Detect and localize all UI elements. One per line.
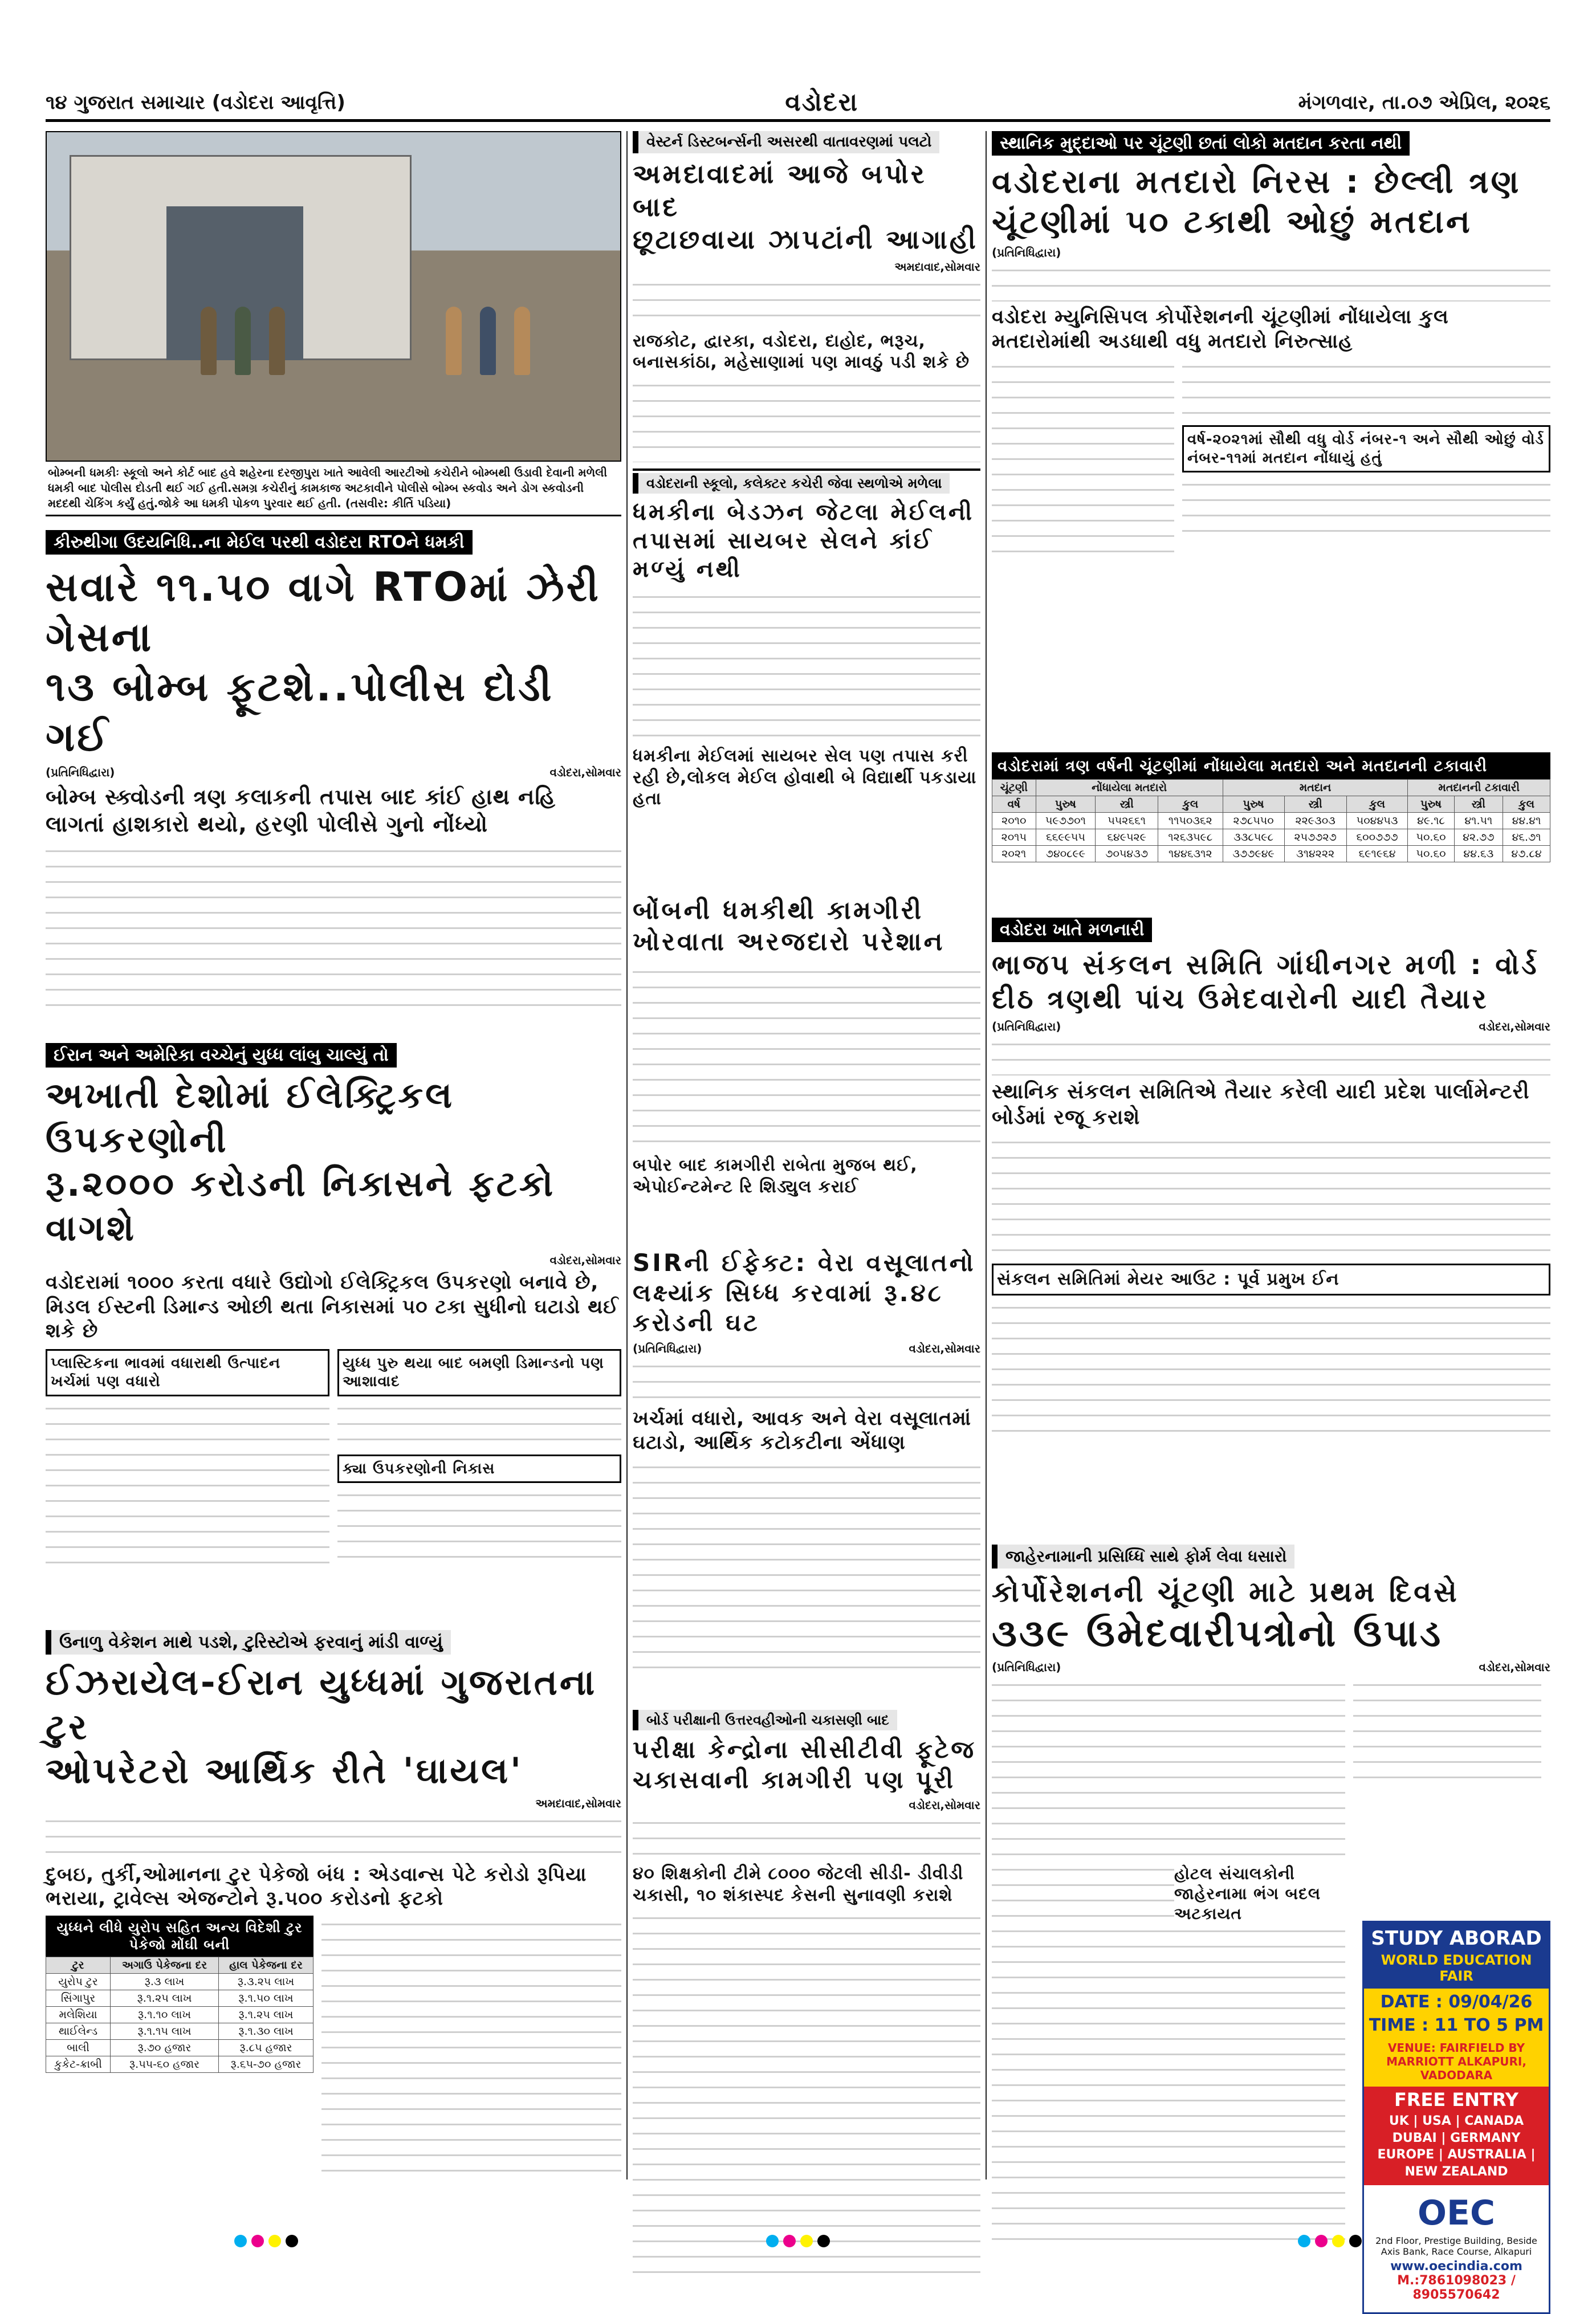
column-header: અગાઉ પેકેજના દર <box>111 1957 219 1973</box>
table-cell: ૭૦૫૪૩૭ <box>1096 846 1158 862</box>
table-row <box>46 1973 314 1990</box>
table-cell: રૂ.૧.૩૦ લાખ <box>218 2023 313 2039</box>
table-row <box>992 829 1550 846</box>
column-header: વર્ષ <box>992 796 1036 813</box>
cctv-footage-story <box>633 1710 980 2314</box>
headline-line-2: રૂ.૨૦૦૦ કરોડની નિકાસને ફટકો વાગશે <box>46 1163 556 1249</box>
dateline: વડોદરા,સોમવાર <box>1479 1020 1550 1033</box>
table-cell: ૨૫૭૭૨૭ <box>1284 829 1346 846</box>
turnout-table <box>992 779 1550 862</box>
kicker: વડોદરા ખાતે મળનારી <box>992 918 1152 942</box>
headline-line-2: ચૂંટણીમાં ૫૦ ટકાથી ઓછું મતદાન <box>992 203 1472 241</box>
sidebar-box-title: ક્યા ઉપકરણોની નિકાસ <box>337 1455 621 1484</box>
headline-line-2: દીઠ ત્રણથી પાંચ ઉમેદવારોની યાદી તૈયાર <box>992 983 1489 1015</box>
table-cell: રૂ.૧.૧૦ લાખ <box>111 2006 219 2023</box>
column-header: કુલ <box>1346 796 1408 813</box>
voter-turnout-story <box>992 131 1550 741</box>
ad-free-entry: FREE ENTRY <box>1364 2087 1549 2113</box>
kicker: જાહેરનામાની પ્રસિધ્ધિ સાથે ફોર્મ લેવા ધસારો <box>992 1545 1294 1569</box>
table-cell: રૂ.૩.૨૫ લાખ <box>218 1973 313 1990</box>
table-cell: ૨૨૯૩૦૩ <box>1284 813 1346 829</box>
table-cell: ૬૪૯૫૨૯ <box>1096 829 1158 846</box>
headline: અમદાવાદમાં આજે બપોર બાદ <box>633 158 927 222</box>
middle-column <box>633 131 980 2179</box>
ad-title: STUDY ABORAD <box>1364 1922 1549 1952</box>
table-row <box>46 2023 314 2039</box>
table-cell: ૩૧૪૨૨૨ <box>1284 846 1346 862</box>
group-header: ચૂંટણી <box>992 780 1036 796</box>
ad-time: TIME : 11 TO 5 PM <box>1364 2015 1549 2039</box>
sidebar-box-title: વર્ષ-૨૦૨૧માં સૌથી વધુ વોર્ડ નંબર-૧ અને સૌથી ઓછું વોર્ડ નંબર-૧૧માં મતદાન નોંધાયું હતું <box>1182 425 1550 472</box>
headline-line-2: ૩૩૯ ઉમેદવારીપત્રોનો ઉપાડ <box>992 1611 1443 1655</box>
table-cell: મલેશિયા <box>46 2006 111 2023</box>
table-cell: ૬૦૦૭૭૭ <box>1346 829 1408 846</box>
headline: ધમકીના બેડઝન જેટલા મેઈલની તપાસમાં સાયબર સેલને કાંઈ મળ્યું નથી <box>633 499 975 582</box>
table-row <box>992 813 1550 829</box>
column-header: પુરુષ <box>1223 796 1284 813</box>
table-cell: યુરોપ ટુર <box>46 1973 111 1990</box>
subheadline: બોમ્બ સ્ક્વોડની ત્રણ કલાકની તપાસ બાદ કાંઈ હાથ નહિ લાગતાં હાશકારો થયો, હરણી પોલીસે ગુનો નોંધ્યો <box>46 784 556 837</box>
rto-office-photo <box>46 131 621 462</box>
sidebar-box-title: પ્લાસ્ટિકના ભાવમાં વધારાથી ઉત્પાદન ખર્ચમાં પણ વધારો <box>46 1349 329 1396</box>
table-cell: રૂ.૧.૫૦ લાખ <box>218 1990 313 2006</box>
kicker: કીરુથીગા ઉદયનિધિ..ના મેઈલ પરથી વડોદરા RTOને ધમકી <box>46 530 473 555</box>
dateline: વડોદરા,સોમવાર <box>549 765 621 779</box>
kicker: બોર્ડ પરીક્ષાની ઉત્તરવહીઓની ચકાસણી બાદ <box>633 1710 897 1730</box>
headline: સવારે ૧૧.૫૦ વાગે RTOમાં ઝેરી ગેસના <box>46 564 601 661</box>
kicker: વેસ્ટર્ન ડિસ્ટબર્ન્સની અસરથી વાતાવરણમાં પલટો <box>633 131 939 153</box>
nomination-forms-story <box>992 1545 1550 2314</box>
right-column <box>992 131 1550 2302</box>
table-cell: ૨૦૧૦ <box>992 813 1036 829</box>
kicker: ઈરાન અને અમેરિકા વચ્ચેનું યુધ્ધ લાંબુ ચાલ્યું તો <box>46 1043 397 1068</box>
subheadline: દુબઇ, તુર્કી,ઓમાનના ટુર પેકેજો બંધ : એડવાન્સ પેટે કરોડો રૂપિયા ભરાયા, ટ્રાવેલ્સ એજન્ટોને રૂ.૫૦૦ કરોડનો ફટકો <box>46 1863 587 1910</box>
kicker: વડોદરાની સ્કૂલો, કલેક્ટર કચેરી જેવા સ્થળોએ મળેલા <box>633 473 950 494</box>
table-cell: ૧૪૪૬૩૧૨ <box>1158 846 1223 862</box>
column-header: પુરુષ <box>1408 796 1454 813</box>
table-cell: રૂ.૬૫-૭૦ હજાર <box>218 2056 313 2072</box>
headline: બોંબની ધમકીથી કામગીરી ખોરવાતા અરજદારો પરેશાન <box>633 896 945 956</box>
ad-address: 2nd Floor, Prestige Building, Beside Axis Bank, Race Course, Alkapuri <box>1375 2235 1537 2257</box>
subheadline: વડોદરા મ્યુનિસિપલ કોર્પોરેશનની ચૂંટણીમાં નોંધાયેલા કુલ મતદારોમાંથી અડધાથી વધુ મતદારો નિરુત્સાહ <box>992 305 1449 353</box>
table-cell: ૫૯૭૭૦૧ <box>1036 813 1096 829</box>
group-header: નોંધાયેલા મતદારો <box>1036 780 1223 796</box>
ad-subtitle: WORLD EDUCATION FAIR <box>1364 1952 1549 1989</box>
page-header <box>46 85 1550 122</box>
subheadline: હોટલ સંચાલકોની જાહેરનામા ભંગ બદલ અટકાયત <box>1174 1864 1345 1924</box>
dateline: વડોદરા,સોમવાર <box>549 1253 621 1267</box>
table-cell: ૫૦.૬૦ <box>1408 846 1454 862</box>
table-cell: ૭૪૦૮૯૯ <box>1036 846 1096 862</box>
registration-marks <box>0 2231 1596 2254</box>
tour-table-title: યુધ્ધને લીધે યુરોપ સહિત અન્ય વિદેશી ટુર પેકેજો મોંઘી બની <box>46 1916 314 1957</box>
table-cell: ૪૬.૭૧ <box>1503 829 1550 846</box>
kicker: ઉનાળુ વેકેશન માથે પડશે, ટુરિસ્ટોએ ફરવાનું માંડી વાળ્યું <box>46 1630 451 1655</box>
table-cell: ૪૭.૮૪ <box>1503 846 1550 862</box>
column-header: કુલ <box>1503 796 1550 813</box>
table-cell: કુકેટ-ક્રાબી <box>46 2056 111 2072</box>
table-cell: ૩૩૮૫૯૮ <box>1223 829 1284 846</box>
table-cell: ૧૨૬૩૫૯૮ <box>1158 829 1223 846</box>
page-date: મંગળવાર, તા.૦૭ એપ્રિલ, ૨૦૨૬ <box>1298 91 1550 114</box>
kicker: સ્થાનિક મુદ્દાઓ પર ચૂંટણી છતાં લોકો મતદાન કરતા નથી <box>992 131 1410 156</box>
table-cell: ૬૬૯૯૫૫ <box>1036 829 1096 846</box>
table-cell: રૂ.૫૫-૬૦ હજાર <box>111 2056 219 2072</box>
subheadline: ૪૦ શિક્ષકોની ટીમે ૮૦૦૦ જેટલી સીડી- ડીવીડી ચકાસી, ૧૦ શંકાસ્પદ કેસની સુનાવણી કરાશે <box>633 1864 964 1905</box>
column-header: કુલ <box>1158 796 1223 813</box>
ad-phone: M.:7861098023 / 8905570642 <box>1397 2273 1516 2302</box>
page-number-edition: ૧૪ ગુજરાત સમાચાર (વડોદરા આવૃત્તિ) <box>46 91 345 114</box>
dateline: વડોદરા,સોમવાર <box>909 1798 980 1812</box>
sidebar-box-title: સંકલન સમિતિમાં મેયર આઉટ : પૂર્વ પ્રમુખ ઈન <box>992 1264 1550 1295</box>
ad-date: DATE : 09/04/26 <box>1364 1989 1549 2015</box>
table-cell: ૫૦૪૪૫૩ <box>1346 813 1408 829</box>
table-cell: બાલી <box>46 2039 111 2056</box>
column-header: સ્ત્રી <box>1454 796 1503 813</box>
table-cell: રૂ.૧.૨૫ લાખ <box>218 2006 313 2023</box>
headline: ભાજપ સંકલન સમિતિ ગાંધીનગર મળી : વોર્ડ <box>992 949 1539 981</box>
headline: SIRની ઈફેક્ટ: વેરા વસૂલાતનો લક્ષ્યાંક સિધ્ધ કરવામાં રૂ.૪૮ કરોડની ઘટ <box>633 1249 976 1337</box>
left-column <box>46 131 621 2179</box>
article-body-text <box>46 842 621 1013</box>
subheadline: રાજકોટ, દ્વારકા, વડોદરા, દાહોદ, ભરૂચ, બનાસકાંઠા, મહેસાણામાં પણ માવઠું પડી શકે છે <box>633 331 970 372</box>
headline: અખાતી દેશોમાં ઈલેક્ટ્રિકલ ઉપકરણોની <box>46 1074 455 1160</box>
subheadline: બપોર બાદ કામગીરી રાબેતા મુજબ થઈ, એપોઈન્ટમેન્ટ રિ શિડ્યુલ કરાઈ <box>633 1155 918 1197</box>
turnout-table-block <box>992 752 1550 906</box>
photo-caption: બોમ્બની ધમકીઃ સ્કૂલો અને કોર્ટ બાદ હવે શહેરના દરજીપુરા ખાતે આવેલી આરટીઓ કચેરીને બોમ્બથી ઉડાવી દેવાની મળેલી ધમકી બાદ પોલીસ દોડતી થઈ ગઈ હતી.સમગ્ર કચેરીનું કામકાજ અટકાવીને પોલીસે બોમ્બ સ્કવોડ અને ડોગ સ્કવોડની મદદથી ચેકિંગ કર્યું હતું.જોકે આ ધમકી પોકળ પુરવાર થઈ હતી. (તસવીર: કીર્તિ પડિયા) <box>46 462 621 516</box>
section-title: વડોદરા <box>785 88 859 117</box>
group-header: મતદાનની ટકાવારી <box>1408 780 1550 796</box>
table-cell: રૂ.૩ લાખ <box>111 1973 219 1990</box>
table-row <box>46 1990 314 2006</box>
table-cell: ૪૪.૪૧ <box>1503 813 1550 829</box>
table-cell: થાઈલેન્ડ <box>46 2023 111 2039</box>
byline: (પ્રતિનિધિદ્વારા) <box>633 1341 702 1355</box>
table-cell: ૨૦૨૧ <box>992 846 1036 862</box>
table-row <box>46 2006 314 2023</box>
headline: વડોદરાના મતદારો નિરસ : છેલ્લી ત્રણ <box>992 164 1521 201</box>
table-cell: ૪૨.૭૭ <box>1454 829 1503 846</box>
table-cell: ૫૦.૬૦ <box>1408 829 1454 846</box>
table-cell: રૂ.૭૦ હજાર <box>111 2039 219 2056</box>
dateline: અમદાવાદ,સોમવાર <box>535 1796 621 1810</box>
electrical-exports-story <box>46 1043 621 1619</box>
dateline: વડોદરા,સોમવાર <box>909 1341 980 1355</box>
table-row <box>46 2039 314 2056</box>
table-cell: રૂ.૧.૧૫ લાખ <box>111 2023 219 2039</box>
group-header: મતદાન <box>1223 780 1408 796</box>
subheadline: ધમકીના મેઈલમાં સાયબર સેલ પણ તપાસ કરી રહી છે,લોકલ મેઈલ હોવાથી બે વિદ્યાર્થી પકડાયા હતા <box>633 746 977 809</box>
byline: (પ્રતિનિધિદ્વારા) <box>992 1020 1061 1033</box>
dateline: અમદાવાદ,સોમવાર <box>894 259 980 274</box>
tour-prices-table <box>46 1957 314 2073</box>
ad-countries: UK | USA | CANADA DUBAI | GERMANY EUROPE | AUSTRALIA | NEW ZEALAND <box>1364 2113 1549 2185</box>
table-row <box>46 2056 314 2072</box>
headline: કોર્પોરેશનની ચૂંટણી માટે પ્રથમ દિવસે <box>992 1575 1459 1608</box>
oec-logo: OEC <box>1417 2193 1496 2233</box>
byline: (પ્રતિનિધિદ્વારા) <box>46 765 115 779</box>
table-cell: ૪૯.૧૮ <box>1408 813 1454 829</box>
bjp-committee-story <box>992 918 1550 1533</box>
headline-line-2: ૧૩ બોમ્બ ફૂટશે..પોલીસ દોડી ગઈ <box>46 663 554 760</box>
ad-website[interactable]: www.oecindia.com <box>1390 2259 1522 2274</box>
applicants-story <box>633 895 980 1237</box>
subheadline: ખર્ચમાં વધારો, આવક અને વેરા વસૂલાતમાં ઘટાડો, આર્થિક કટોકટીના એંધાણ <box>633 1407 971 1454</box>
byline: (પ્રતિનિધિદ્વારા) <box>992 246 1061 259</box>
table-cell: ૧૧૫૦૩૬૨ <box>1158 813 1223 829</box>
table-cell: ૫૫૨૬૬૧ <box>1096 813 1158 829</box>
column-header: પુરુષ <box>1036 796 1096 813</box>
sidebar-box-title: યુધ્ધ પુરુ થયા બાદ બમણી ડિમાન્ડનો પણ આશાવાદ <box>337 1349 621 1396</box>
subheadline: સ્થાનિક સંકલન સમિતિએ તૈયાર કરેલી યાદી પ્રદેશ પાર્લામેન્ટરી બોર્ડમાં રજૂ કરાશે <box>992 1080 1530 1129</box>
tour-operators-story <box>46 1630 621 2314</box>
dateline: વડોદરા,સોમવાર <box>1479 1660 1550 1674</box>
headline-line-2: છૂટાછવાયા ઝાપટાંની આગાહી <box>633 224 978 255</box>
ad-venue-label: VENUE: <box>1387 2041 1436 2055</box>
table-cell: રૂ.૮૫ હજાર <box>218 2039 313 2056</box>
email-threats-story <box>633 473 980 883</box>
subheadline: વડોદરામાં ૧૦૦૦ કરતા વધારે ઉદ્યોગો ઈલેક્ટ્રિકલ ઉપકરણો બનાવે છે, મિડલ ઈસ્ટની ડિમાન્ડ ઓછી થતા નિકાસમાં ૫૦ ટકા સુધીનો ઘટાડો થઈ શકે છે <box>46 1271 619 1342</box>
table-cell: ૨૦૧૫ <box>992 829 1036 846</box>
column-header: સ્ત્રી <box>1096 796 1158 813</box>
table-cell: ૨૭૮૫૫૦ <box>1223 813 1284 829</box>
table-cell: ૪૪.૬૩ <box>1454 846 1503 862</box>
table-cell: ૪૧.૫૧ <box>1454 813 1503 829</box>
table-cell: ૩૭૭૯૪૯ <box>1223 846 1284 862</box>
headline-line-2: ઓપરેટરો આર્થિક રીતે 'ઘાયલ' <box>46 1750 523 1791</box>
table-cell: રૂ.૧.૨૫ લાખ <box>111 1990 219 2006</box>
rto-threat-story <box>46 530 621 1032</box>
column-header: ટુર <box>46 1957 111 1973</box>
headline: ઈઝરાયેલ-ઈરાન યુધ્ધમાં ગુજરાતના ટુર <box>46 1661 597 1747</box>
turnout-table-title: વડોદરામાં ત્રણ વર્ષની ચૂંટણીમાં નોંધાયેલા મતદારો અને મતદાનની ટકાવારી <box>992 752 1550 779</box>
column-header: હાલ પેકેજના દર <box>218 1957 313 1973</box>
column-header: સ્ત્રી <box>1284 796 1346 813</box>
weather-story <box>633 131 980 462</box>
tax-collection-story <box>633 1248 980 1698</box>
table-cell: ૬૯૧૯૬૪ <box>1346 846 1408 862</box>
ad-venue: FAIRFIELD BY MARRIOTT ALKAPURI, VADODARA <box>1386 2041 1526 2082</box>
headline: પરીક્ષા કેન્દ્રોના સીસીટીવી ફૂટેજ ચકાસવાની કામગીરી પણ પૂરી <box>633 1736 976 1794</box>
table-cell: સિંગાપુર <box>46 1990 111 2006</box>
byline: (પ્રતિનિધિદ્વારા) <box>992 1660 1061 1674</box>
study-abroad-advertisement[interactable] <box>1362 1921 1550 2314</box>
table-row <box>992 846 1550 862</box>
